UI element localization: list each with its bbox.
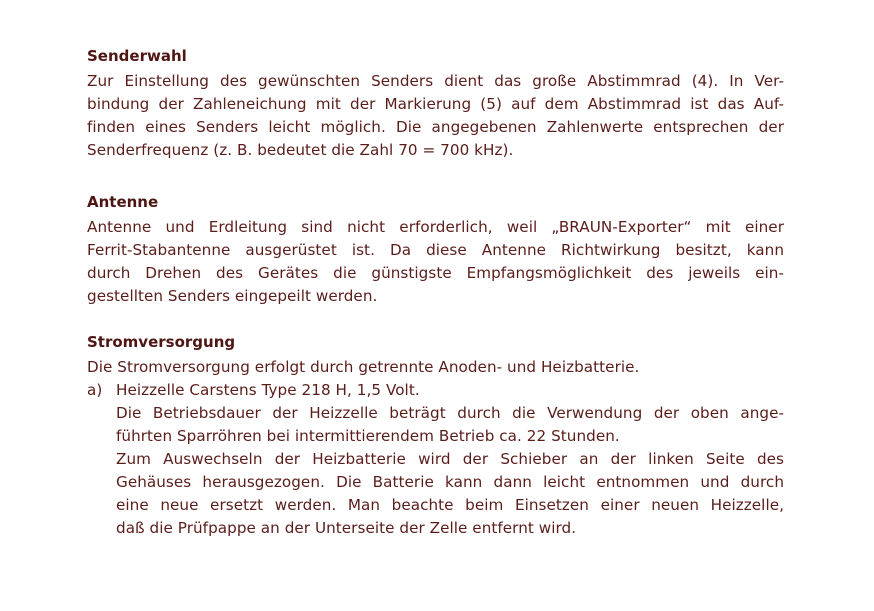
section-senderwahl: [87, 46, 784, 162]
list-item-title: Heizzelle Carstens Type 218 H, 1,5 Volt.: [116, 381, 420, 399]
section-stromversorgung: [87, 332, 784, 540]
paragraph-line: gestellten Senders eingepeilt werden.: [87, 287, 378, 305]
paragraph-line: durch Drehen des Gerätes die günstigste Empfangsmöglichkeit des jeweils ein-: [87, 264, 784, 282]
paragraph-line: Die Betriebsdauer der Heizzelle beträgt durch die Verwendung der oben ange-: [116, 404, 784, 422]
paragraph-line: führten Sparröhren bei intermittierendem Betrieb ca. 22 Stunden.: [116, 427, 620, 445]
paragraph-line: finden eines Senders leicht möglich. Die angegebenen Zahlenwerte entsprechen der: [87, 118, 784, 136]
list-item-body: [116, 379, 784, 540]
paragraph-line: bindung der Zahleneichung mit der Markierung (5) auf dem Abstimmrad ist das Auf-: [87, 95, 784, 113]
paragraph-line: daß die Prüfpappe an der Unterseite der Zelle entfernt wird.: [116, 519, 577, 537]
heading-senderwahl: Senderwahl: [87, 47, 187, 65]
paragraph-intro: Die Stromversorgung erfolgt durch getrennte Anoden- und Heizbatterie.: [87, 358, 640, 376]
list-item-a: [87, 379, 784, 540]
paragraph-line: Ferrit-Stabantenne ausgerüstet ist. Da diese Antenne Richtwirkung besitzt, kann: [87, 241, 784, 259]
paragraph-line: eine neue ersetzt werden. Man beachte beim Einsetzen einer neuen Heizzelle,: [116, 496, 784, 514]
paragraph-line: Antenne und Erdleitung sind nicht erforderlich, weil „BRAUN-Exporter“ mit einer: [87, 218, 784, 236]
paragraph-line: Zum Auswechseln der Heizbatterie wird der Schieber an der linken Seite des: [116, 450, 784, 468]
paragraph-line: Gehäuses herausgezogen. Die Batterie kann dann leicht entnommen und durch: [116, 473, 784, 491]
list-marker: a): [87, 381, 103, 399]
paragraph-line: Senderfrequenz (z. B. bedeutet die Zahl 70 = 700 kHz).: [87, 141, 514, 159]
heading-stromversorgung: Stromversorgung: [87, 333, 236, 351]
paragraph-line: Zur Einstellung des gewünschten Senders dient das große Abstimmrad (4). In Ver-: [87, 72, 784, 90]
section-antenne: [87, 192, 784, 308]
heading-antenne: Antenne: [87, 193, 159, 211]
